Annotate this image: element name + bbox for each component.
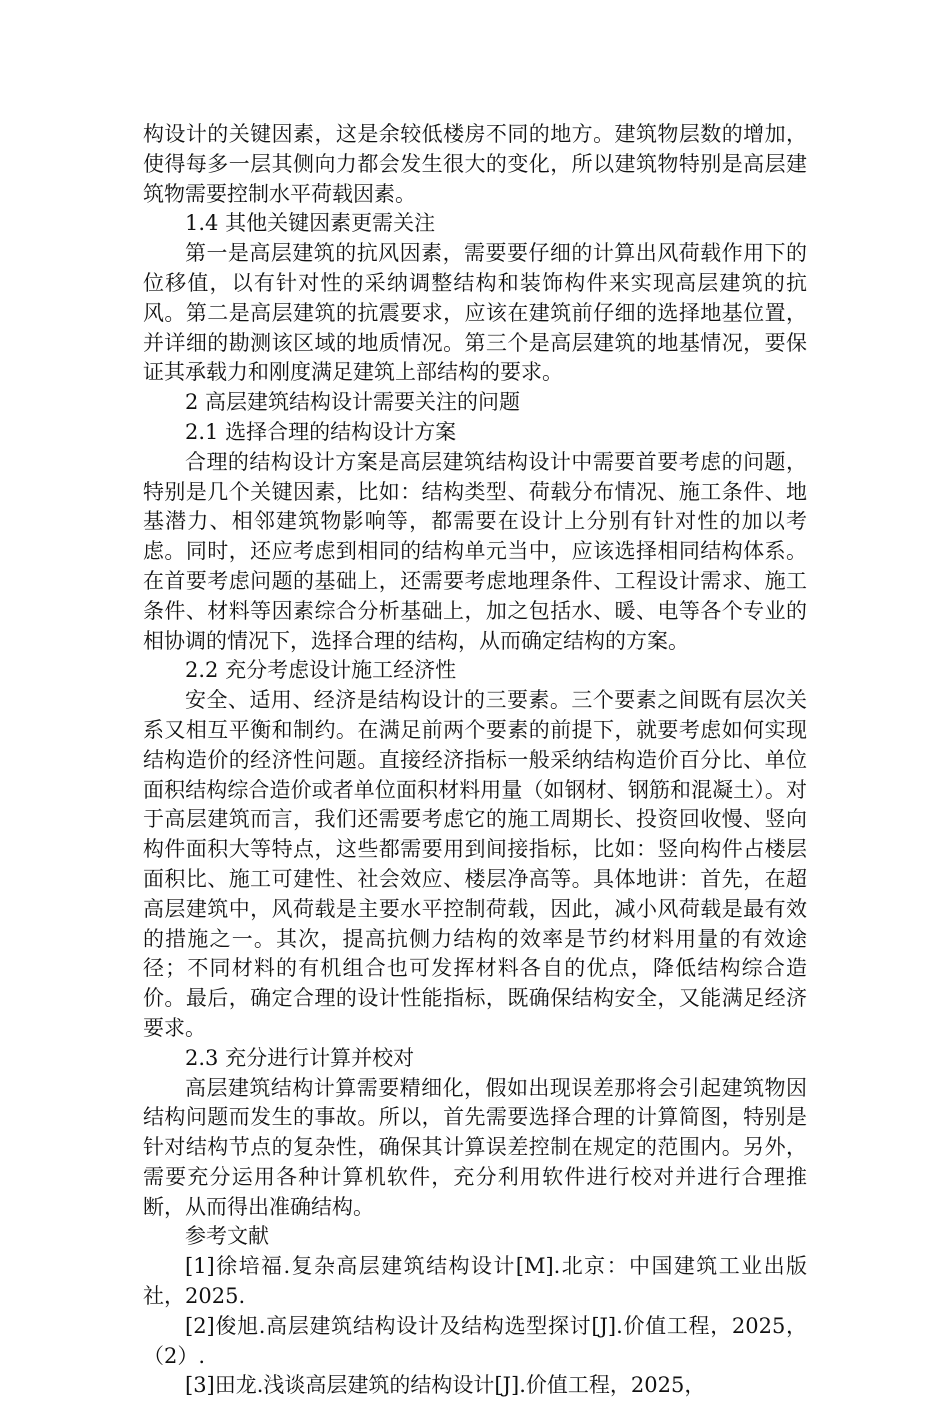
body-paragraph: 安全、适用、经济是结构设计的三要素。三个要素之间既有层次关系又相互平衡和制约。在满足前两个要素的前提下，就要考虑如何实现结构造价的经济性问题。直接经济指标一般采纳结构造价百分比、单位面积结构综合造价或者单位面积材料用量（如钢材、钢筋和混凝土）。对于高层建筑而言，我们还需要考虑它的施工周期长、投资回收慢、竖向构件面积大等特点，这些都需要用到间接指标，比如：竖向构件占楼层面积比、施工可建性、社会效应、楼层净高等。具体地讲：首先，在超高层建筑中，风荷载是主要水平控制荷载，因此，减小风荷载是最有效的措施之一。其次，提高抗侧力结构的效率是节约材料用量的有效途径；不同材料的有机组合也可发挥材料各自的优点，降低结构综合造价。最后，确定合理的设计性能指标，既确保结构安全，又能满足经济要求。: [143, 688, 807, 1040]
body-paragraph: 第一是高层建筑的抗风因素，需要要仔细的计算出风荷载作用下的位移值，以有针对性的采纳调整结构和装饰构件来实现高层建筑的抗风。第二是高层建筑的抗震要求，应该在建筑前仔细的选择地基位置，并详细的勘测该区域的地质情况。第三个是高层建筑的地基情况，要保证其承载力和刚度满足建筑上部结构的要求。: [143, 241, 807, 385]
section-heading: 2.1 选择合理的结构设计方案: [185, 419, 457, 444]
reference-item: [3]田龙.浅谈高层建筑的结构设计[J].价值工程，2025，: [185, 1373, 706, 1398]
section-heading: 1.4 其他关键因素更需关注: [185, 211, 436, 236]
section-heading: 2.2 充分考虑设计施工经济性: [185, 658, 457, 683]
body-paragraph: 合理的结构设计方案是高层建筑结构设计中需要首要考虑的问题，特别是几个关键因素，比如：结构类型、荷载分布情况、施工条件、地基潜力、相邻建筑物影响等，都需要在设计上分别有针对性的加以考虑。同时，还应考虑到相同的结构单元当中，应该选择相同结构体系。在首要考虑问题的基础上，还需要考虑地理条件、工程设计需求、施工条件、材料等因素综合分析基础上，加之包括水、暖、电等各个专业的相协调的情况下，选择合理的结构，从而确定结构的方案。: [143, 449, 807, 653]
section-heading: 2 高层建筑结构设计需要关注的问题: [185, 390, 521, 415]
section-heading: 2.3 充分进行计算并校对: [185, 1045, 415, 1070]
document-page: [143, 120, 807, 1401]
reference-item: [1]徐培福.复杂高层建筑结构设计[M].北京：中国建筑工业出版社，2025.: [143, 1254, 807, 1309]
reference-item: [2]俊旭.高层建筑结构设计及结构选型探讨[J].价值工程，2025，（2）.: [143, 1313, 807, 1368]
references-heading: 参考文献: [185, 1224, 269, 1249]
body-paragraph: 高层建筑结构计算需要精细化，假如出现误差那将会引起建筑物因结构问题而发生的事故。所以，首先需要选择合理的计算简图，特别是针对结构节点的复杂性，确保其计算误差控制在规定的范围内。另外，需要充分运用各种计算机软件，充分利用软件进行校对并进行合理推断，从而得出准确结构。: [143, 1075, 807, 1219]
body-paragraph: 构设计的关键因素，这是余较低楼房不同的地方。建筑物层数的增加，使得每多一层其侧向力都会发生很大的变化，所以建筑物特别是高层建筑物需要控制水平荷载因素。: [143, 122, 807, 206]
